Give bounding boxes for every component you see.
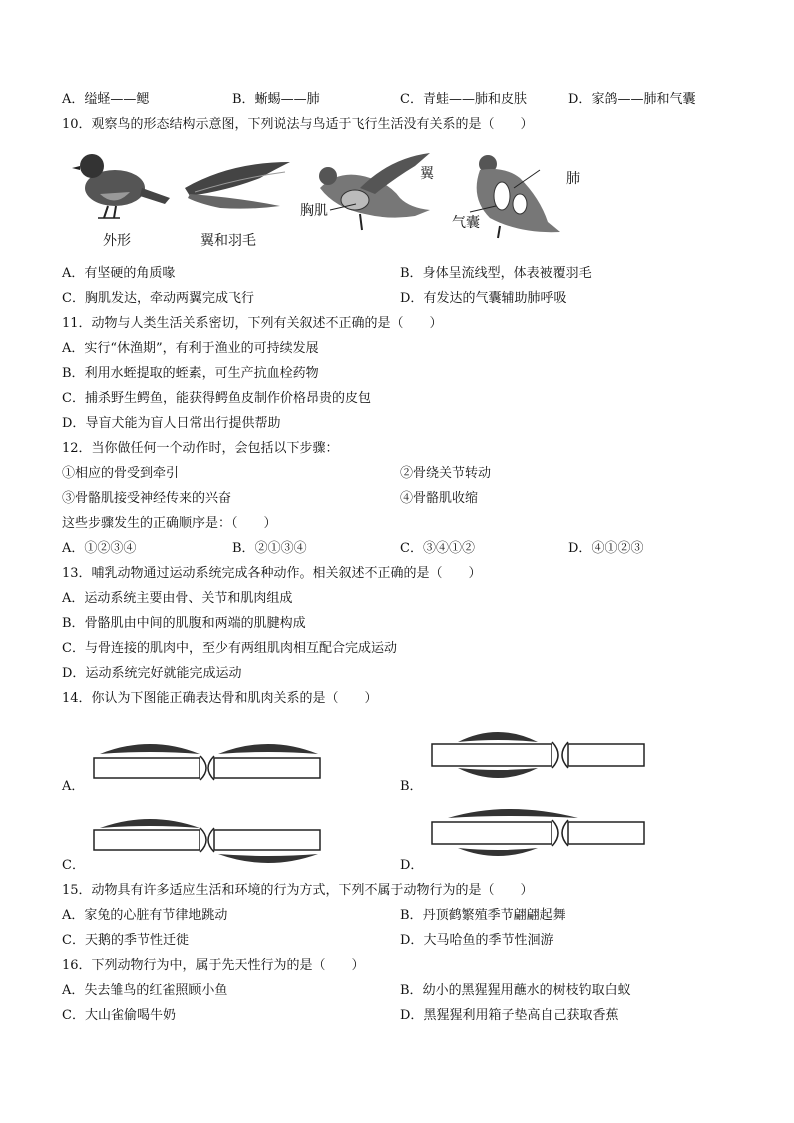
q12-step-3: ③骨骼肌接受神经传来的兴奋 [62, 491, 232, 506]
q12-option-a: A．①②③④ [62, 541, 137, 556]
bird-structure-figure [70, 148, 590, 248]
pigeon-muscle-illustration [319, 153, 430, 230]
q10-option-d: D．有发达的气囊辅助肺呼吸 [400, 291, 567, 306]
label-chest-muscle: 胸肌 [300, 203, 328, 219]
label-outer-shape: 外形 [103, 233, 131, 249]
q12-step-1: ①相应的骨受到牵引 [62, 466, 180, 481]
q14-label-a: A． [62, 779, 85, 794]
q11-option-d: D．导盲犬能为盲人日常出行提供帮助 [62, 416, 281, 431]
q12-step-4: ④骨骼肌收缩 [400, 491, 479, 506]
q12-stem: 12．当你做任何一个动作时，会包括以下步骤： [62, 441, 339, 456]
q16-option-c: C．大山雀偷喝牛奶 [62, 1008, 176, 1023]
q15-option-a: A．家兔的心脏有节律地跳动 [62, 908, 228, 923]
q14-stem: 14．你认为下图能正确表达骨和肌肉关系的是（ ） [62, 691, 378, 706]
bone-muscle-figure-b [428, 722, 648, 788]
q15-option-b: B．丹顶鹤繁殖季节翩翩起舞 [400, 908, 566, 923]
q15-option-c: C．天鹅的季节性迁徙 [62, 933, 189, 948]
bone-muscle-figure-d [428, 800, 648, 866]
q9-option-c: C．青蛙——肺和皮肤 [400, 92, 527, 107]
q12-option-b: B．②①③④ [232, 541, 307, 556]
q13-option-b: B．骨骼肌由中间的肌腹和两端的肌腱构成 [62, 616, 306, 631]
q16-option-d: D．黑猩猩利用箱子垫高自己获取香蕉 [400, 1008, 619, 1023]
q12-sub: 这些步骤发生的正确顺序是：（ ） [62, 516, 277, 531]
label-air-sac: 气囊 [452, 215, 480, 231]
q9-option-a: A．缢蛏——鳃 [62, 92, 150, 107]
q15-stem: 15．动物具有许多适应生活和环境的行为方式，下列不属于动物行为的是（ ） [62, 883, 534, 898]
sparrow-illustration [72, 154, 170, 218]
q16-option-a: A．失去雏鸟的红雀照顾小鱼 [62, 983, 228, 998]
q14-label-b: B． [400, 779, 423, 794]
q11-stem: 11．动物与人类生活关系密切，下列有关叙述不正确的是（ ） [62, 316, 443, 331]
bone-muscle-figure-a [90, 728, 330, 784]
q9-option-b: B．蜥蜴——肺 [232, 92, 320, 107]
q10-stem: 10．观察鸟的形态结构示意图，下列说法与鸟适于飞行生活没有关系的是（ ） [62, 117, 534, 132]
q13-option-d: D．运动系统完好就能完成运动 [62, 666, 242, 681]
q11-option-a: A．实行“休渔期”，有利于渔业的可持续发展 [62, 341, 319, 356]
q13-option-a: A．运动系统主要由骨、关节和肌肉组成 [62, 591, 293, 606]
q12-option-d: D．④①②③ [568, 541, 644, 556]
q9-option-d: D．家鸽——肺和气囊 [568, 92, 696, 107]
q10-option-b: B．身体呈流线型，体表被覆羽毛 [400, 266, 592, 281]
q14-label-d: D． [400, 858, 424, 873]
q16-option-b: B．幼小的黑猩猩用蘸水的树枝钓取白蚁 [400, 983, 631, 998]
q16-stem: 16．下列动物行为中，属于先天性行为的是（ ） [62, 958, 365, 973]
bone-muscle-figure-c [90, 814, 330, 870]
q10-option-c: C．胸肌发达，牵动两翼完成飞行 [62, 291, 254, 306]
q15-option-d: D．大马哈鱼的季节性洄游 [400, 933, 554, 948]
q12-option-c: C．③④①② [400, 541, 475, 556]
label-wing-feather: 翼和羽毛 [200, 233, 256, 249]
pigeon-lung-illustration [470, 155, 560, 238]
q12-step-2: ②骨绕关节转动 [400, 466, 492, 481]
q11-option-c: C．捕杀野生鳄鱼，能获得鳄鱼皮制作价格昂贵的皮包 [62, 391, 371, 406]
q11-option-b: B．利用水蛭提取的蛭素，可生产抗血栓药物 [62, 366, 319, 381]
q14-label-c: C． [62, 858, 85, 873]
wing-feather-illustration [185, 162, 290, 209]
q13-option-c: C．与骨连接的肌肉中，至少有两组肌肉相互配合完成运动 [62, 641, 397, 656]
q13-stem: 13．哺乳动物通过运动系统完成各种动作。相关叙述不正确的是（ ） [62, 566, 482, 581]
label-lung: 肺 [566, 171, 580, 187]
q10-option-a: A．有坚硬的角质喙 [62, 266, 176, 281]
label-wing: 翼 [420, 166, 434, 182]
